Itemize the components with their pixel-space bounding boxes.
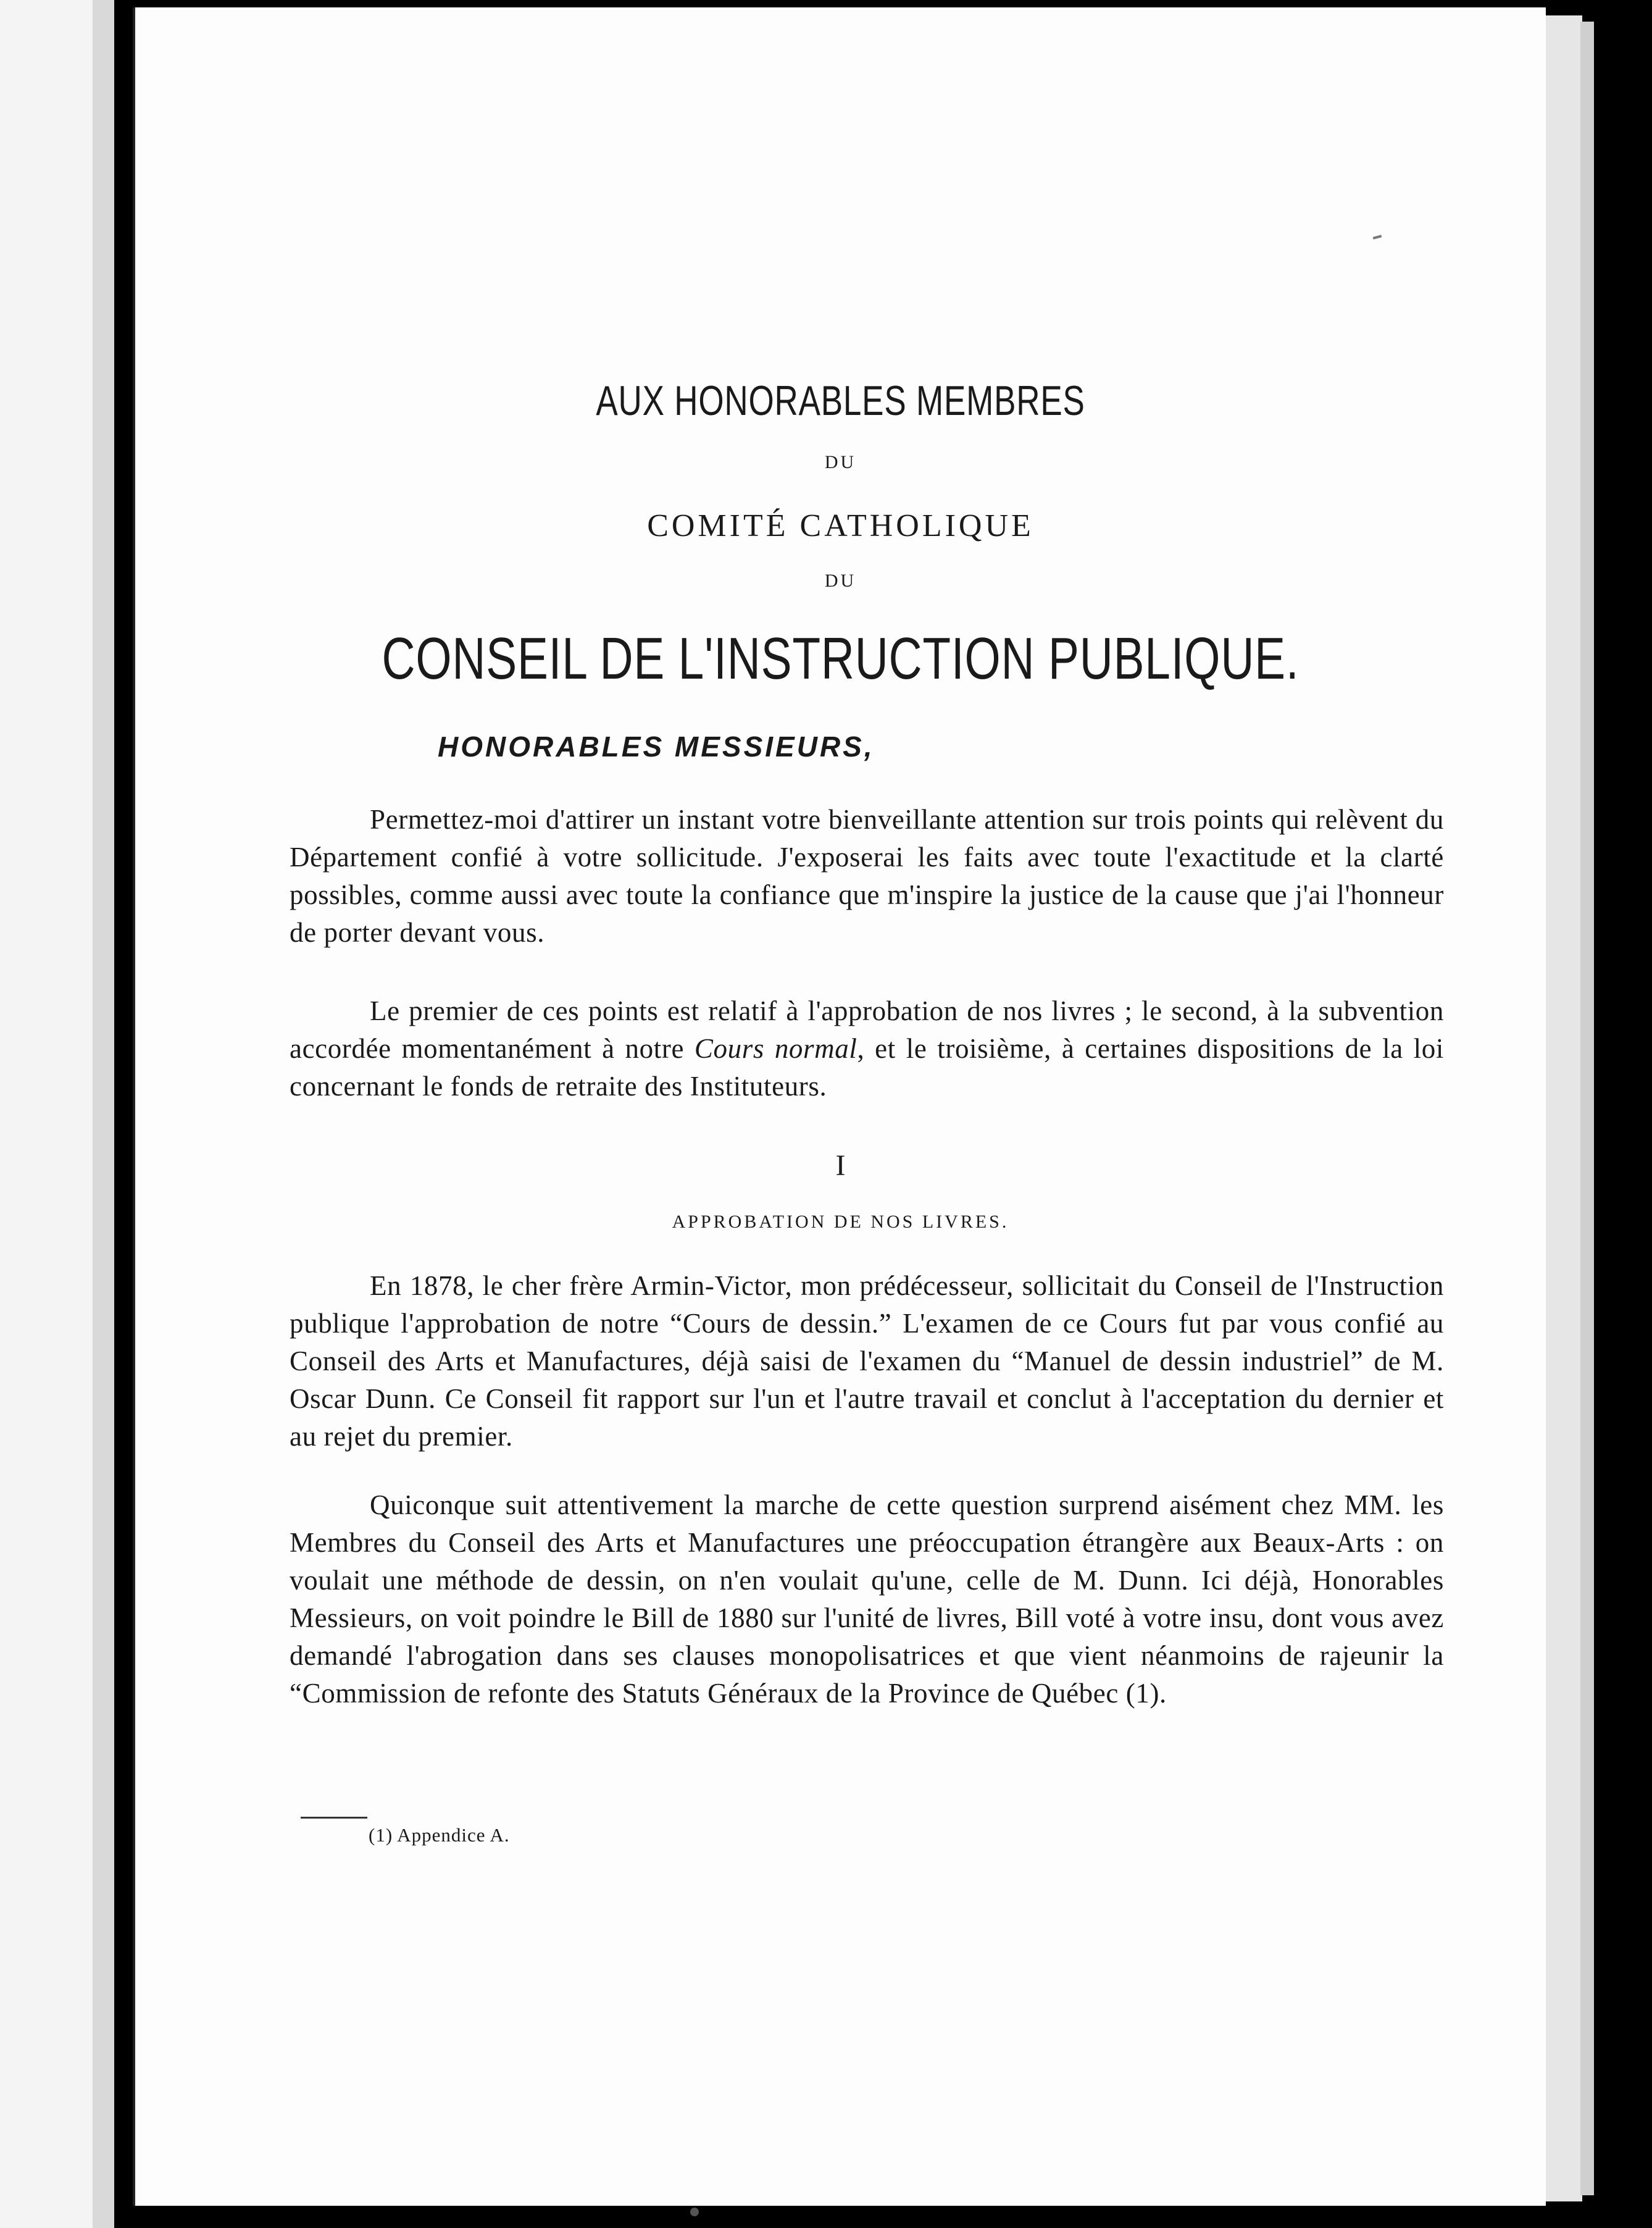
document-page <box>133 7 1546 2206</box>
paragraph-intro-2 <box>290 992 1444 1105</box>
salutation: HONORABLES MESSIEURS, <box>438 731 875 763</box>
paragraph-text: En 1878, le cher frère Armin-Victor, mon prédécesseur, sollicitait du Conseil de l'Instruction publique l'approbation de notre “Cours de dessin.” L'examen de ce Cours fut par vous confié au Conseil des Arts et Manufactures, déjà saisi de l'examen du “Manuel de dessin industriel” de M. Oscar Dunn. Ce Conseil fit rapport sur l'un et l'autre travail et conclut à l'acceptation du dernier et au rejet du premier. <box>290 1270 1444 1452</box>
paragraph-text-part: Le premier de ces points est relatif à l'approbation de nos livres ; le second, à la subvention accordée momentanément à notre <box>290 995 1444 1064</box>
section-title: APPROBATION DE NOS LIVRES. <box>672 1212 1009 1232</box>
scan-right-page-edge-shadow <box>1580 22 1594 2195</box>
ink-speck <box>1373 235 1382 239</box>
paragraph-text <box>290 992 1444 1105</box>
paragraph-section-1 <box>290 1267 1444 1455</box>
paragraph-text-part: , et le troisième, à certaines dispositions de la loi concernant le fonds de retraite des Instituteurs. <box>290 1033 1444 1102</box>
heading-du-1: DU <box>824 452 857 472</box>
paragraph-text: Quiconque suit attentivement la marche de cette question surprend aisément chez MM. les Membres du Conseil des Arts et Manufactures une préoccupation étrangère aux Beaux-Arts : on voulait une méthode de dessin, on n'en voulait qu'une, celle de M. Dunn. Ici déjà, Honorables Messieurs, on voit poindre le Bill de 1880 sur l'unité de livres, Bill voté à votre insu, dont vous avez demandé l'abrogation dans ses clauses monopolisatrices et que vient néanmoins de rajeunir la “Commission de refonte des Statuts Généraux de la Province de Québec (1). <box>290 1489 1444 1709</box>
heading-line-1: AUX HONORABLES MEMBRES <box>596 377 1085 424</box>
heading-line-2: COMITÉ CATHOLIQUE <box>647 508 1034 543</box>
footnote: (1) Appendice A. <box>369 1824 510 1846</box>
footnote-rule <box>301 1817 367 1819</box>
scan-right-page-edge <box>1543 15 1582 2201</box>
paragraph-intro-1 <box>290 801 1444 952</box>
paragraph-text: Permettez-moi d'attirer un instant votre bienveillante attention sur trois points qui relèvent du Département confié à votre sollicitude. J'exposerai les faits avec toute l'exactitude et la clarté possibles, comme aussi avec toute la confiance que m'inspire la justice de la cause que j'ai l'honneur de porter devant vous. <box>290 804 1444 948</box>
scan-artifact <box>690 2208 699 2216</box>
heading-line-3: CONSEIL DE L'INSTRUCTION PUBLIQUE. <box>382 626 1299 692</box>
heading-du-2: DU <box>824 571 857 591</box>
paragraph-section-2 <box>290 1486 1444 1712</box>
scan-left-page-edge <box>0 0 118 2228</box>
italic-cours-normal: Cours normal <box>694 1033 857 1064</box>
section-number: I <box>835 1149 846 1182</box>
